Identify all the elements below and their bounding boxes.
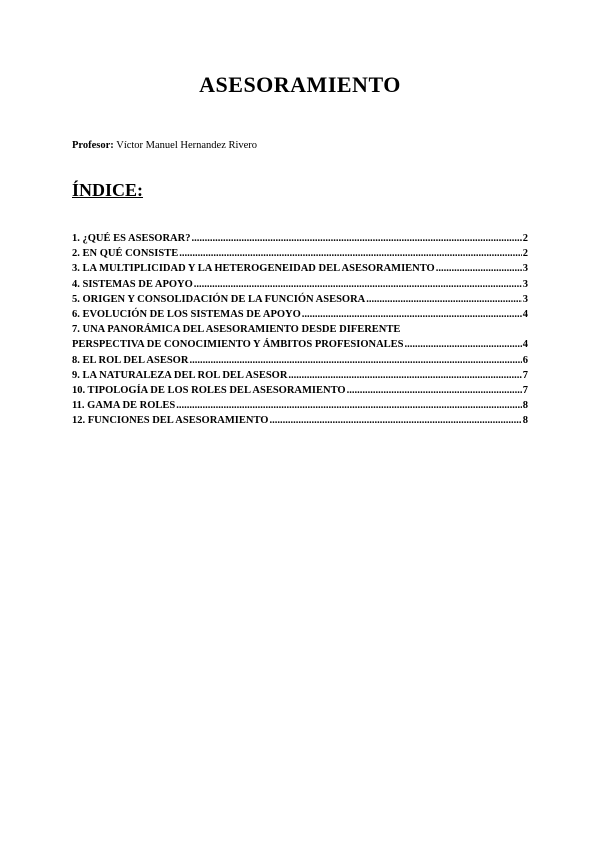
toc-leader-dots	[269, 413, 521, 428]
toc-entry-text: 1. ¿QUÉ ES ASESORAR?	[72, 232, 191, 244]
toc-leader-dots	[405, 337, 522, 352]
author-label: Profesor:	[72, 140, 114, 151]
toc-page-number: 6	[522, 354, 528, 366]
toc-entry-4[interactable]	[72, 277, 528, 292]
toc-entry-3[interactable]	[72, 261, 528, 276]
toc-entry-line2	[72, 337, 528, 352]
toc-leader-dots	[176, 398, 521, 413]
toc-entry-5[interactable]	[72, 292, 528, 307]
toc-entry-text: 4. SISTEMAS DE APOYO	[72, 278, 193, 290]
toc-entry-text-line2: PERSPECTIVA DE CONOCIMIENTO Y ÁMBITOS PROFESIONALES	[72, 339, 404, 351]
toc-leader-dots	[436, 261, 522, 276]
toc-entry-text: 6. EVOLUCIÓN DE LOS SISTEMAS DE APOYO	[72, 308, 301, 320]
toc-entry-1[interactable]	[72, 231, 528, 246]
toc-page-number: 3	[522, 293, 528, 305]
document-title: ASESORAMIENTO	[199, 72, 401, 97]
toc-page-number: 8	[522, 415, 528, 427]
table-of-contents	[72, 231, 528, 428]
toc-heading: ÍNDICE:	[72, 180, 144, 200]
toc-entry-text: 10. TIPOLOGÍA DE LOS ROLES DEL ASESORAMIENTO	[72, 384, 346, 396]
toc-entry-text: 8. EL ROL DEL ASESOR	[72, 354, 189, 366]
toc-entry-8[interactable]	[72, 353, 528, 368]
author-name: Víctor Manuel Hernandez Rivero	[116, 140, 258, 151]
toc-page-number: 4	[522, 308, 528, 320]
toc-page-number: 3	[522, 278, 528, 290]
toc-leader-dots	[288, 368, 521, 383]
toc-page-number: 8	[522, 400, 528, 412]
toc-page-number: 7	[522, 369, 528, 381]
toc-entry-12[interactable]	[72, 413, 528, 428]
author-line	[72, 140, 257, 151]
toc-entry-text: 11. GAMA DE ROLES	[72, 400, 176, 412]
toc-entry-text: 2. EN QUÉ CONSISTE	[72, 248, 179, 260]
toc-entry-text: 12. FUNCIONES DEL ASESORAMIENTO	[72, 415, 269, 427]
toc-leader-dots	[347, 383, 522, 398]
toc-entry-6[interactable]	[72, 307, 528, 322]
toc-leader-dots	[191, 231, 521, 246]
toc-entry-text: 5. ORIGEN Y CONSOLIDACIÓN DE LA FUNCIÓN ASESORA	[72, 293, 366, 305]
toc-entry-10[interactable]	[72, 383, 528, 398]
toc-entry-7[interactable]	[72, 322, 528, 352]
toc-leader-dots	[189, 353, 521, 368]
toc-page-number: 7	[522, 384, 528, 396]
toc-entry-11[interactable]	[72, 398, 528, 413]
toc-page-number: 2	[522, 232, 528, 244]
toc-entry-text: 3. LA MULTIPLICIDAD Y LA HETEROGENEIDAD DEL ASESORAMIENTO	[72, 263, 435, 275]
toc-entry-text-line1: 7. UNA PANORÁMICA DEL ASESORAMIENTO DESDE DIFERENTE	[72, 324, 401, 336]
toc-entry-9[interactable]	[72, 368, 528, 383]
toc-entry-text: 9. LA NATURALEZA DEL ROL DEL ASESOR	[72, 369, 288, 381]
toc-leader-dots	[366, 292, 521, 307]
toc-entry-2[interactable]	[72, 246, 528, 261]
toc-leader-dots	[179, 246, 522, 261]
toc-page-number: 3	[522, 263, 528, 275]
toc-leader-dots	[302, 307, 522, 322]
toc-page-number: 2	[522, 248, 528, 260]
toc-page-number: 4	[522, 339, 528, 351]
toc-leader-dots	[194, 277, 522, 292]
